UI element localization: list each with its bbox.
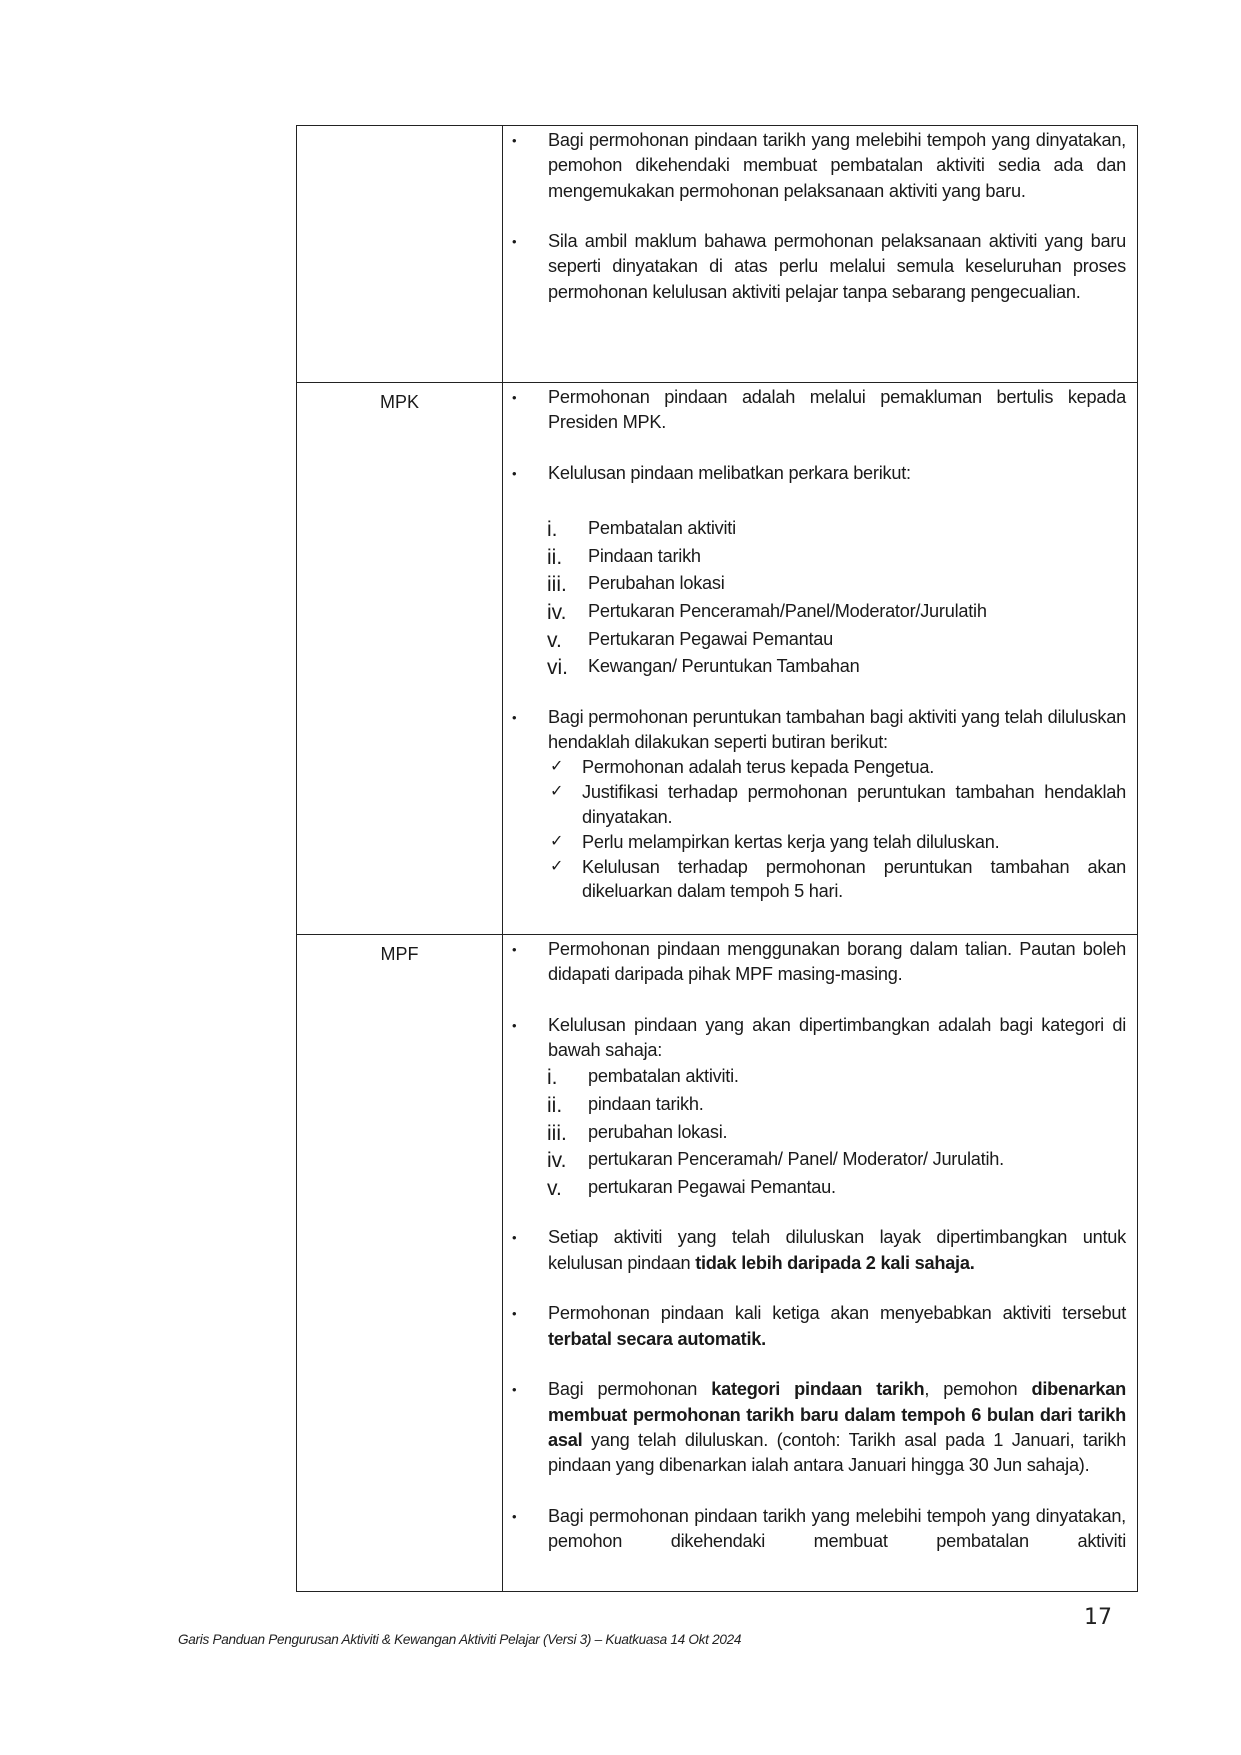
- check-icon: ✓: [550, 758, 564, 776]
- paragraph-text: Bagi permohonan pindaan tarikh yang melebihi tempoh yang dinyatakan, pemohon dikehendaki membuat pembatalan aktiviti sedia ada dan mengemukakan permohonan pelaksanaan aktiviti yang baru.: [548, 130, 1126, 201]
- list-number: ii.: [547, 545, 563, 569]
- roman-list-item: [548, 1119, 1126, 1147]
- list-item: [512, 1504, 1126, 1555]
- category-cell: [297, 935, 503, 1592]
- roman-list-item: [548, 598, 1126, 626]
- checklist-text: Permohonan adalah terus kepada Pengetua.: [582, 757, 935, 778]
- bullet-icon: •: [512, 709, 517, 725]
- paragraph-text: Permohonan pindaan kali ketiga akan menyebabkan aktiviti tersebut: [548, 1303, 1126, 1324]
- list-item: [512, 128, 1126, 204]
- list-text: Pembatalan aktiviti: [588, 518, 736, 539]
- list-text: Perubahan lokasi: [588, 573, 725, 594]
- list-text: Kewangan/ Peruntukan Tambahan: [588, 656, 860, 677]
- roman-list-item: [548, 626, 1126, 654]
- bullet-icon: •: [512, 1230, 517, 1246]
- list-item: [512, 705, 1126, 756]
- roman-list-item: [548, 515, 1126, 543]
- list-number: v.: [547, 1176, 562, 1200]
- list-number: i.: [547, 518, 558, 542]
- roman-list-item: [548, 653, 1126, 681]
- checklist-item: [548, 830, 1126, 855]
- paragraph-text: Bagi permohonan peruntukan tambahan bagi aktiviti yang telah diluluskan hendaklah dilakukan seperti butiran berikut:: [548, 706, 1126, 753]
- check-icon: ✓: [550, 857, 564, 875]
- list-text: Pindaan tarikh: [588, 545, 701, 566]
- list-item: [512, 461, 1126, 486]
- table-row: [297, 383, 1138, 935]
- category-cell: [297, 126, 503, 383]
- checklist-text: Kelulusan terhadap permohonan peruntukan tambahan akan dikeluarkan dalam tempoh 5 hari.: [582, 856, 1126, 902]
- emphasis-text: terbatal secara automatik.: [548, 1328, 766, 1349]
- emphasis-text: kategori pindaan tarikh: [711, 1379, 925, 1400]
- check-icon: ✓: [550, 832, 564, 850]
- bullet-icon: •: [512, 1306, 517, 1322]
- list-item: [512, 1225, 1126, 1276]
- emphasis-text: dibenarkan membuat permohonan tarikh baru dalam tempoh 6 bulan dari tarikh asal: [548, 1379, 1126, 1450]
- roman-list: [548, 515, 1126, 681]
- details-cell: [503, 383, 1138, 935]
- details-cell: [503, 935, 1138, 1592]
- list-item: [512, 1301, 1126, 1352]
- bullet-icon: •: [512, 1508, 517, 1524]
- list-text: pertukaran Pegawai Pemantau.: [588, 1176, 836, 1197]
- checklist-item: [548, 780, 1126, 830]
- bullet-icon: •: [512, 234, 517, 250]
- roman-list-item: [548, 543, 1126, 571]
- paragraph-text: Sila ambil maklum bahawa permohonan pelaksanaan aktiviti yang baru seperti dinyatakan di atas perlu melalui semula keseluruhan proses permohonan kelulusan aktiviti pelajar tanpa sebarang pengecualian.: [548, 231, 1126, 302]
- list-text: pembatalan aktiviti.: [588, 1066, 739, 1087]
- paragraph-text: Kelulusan pindaan yang akan dipertimbangkan adalah bagi kategori di bawah sahaja:: [548, 1014, 1126, 1061]
- bullet-icon: •: [512, 1382, 517, 1398]
- checklist-item: [548, 855, 1126, 905]
- list-item: [512, 937, 1126, 988]
- checklist-text: Perlu melampirkan kertas kerja yang telah diluluskan.: [582, 831, 1000, 852]
- page-number: 17: [1084, 1605, 1112, 1630]
- bullet-icon: •: [512, 942, 517, 957]
- checklist-item: [548, 755, 1126, 780]
- paragraph-text: Setiap aktiviti yang telah diluluskan layak dipertimbangkan untuk kelulusan pindaan: [548, 1227, 1126, 1273]
- category-label: MPK: [379, 392, 419, 412]
- roman-list-item: [548, 1174, 1126, 1202]
- checklist: [548, 755, 1126, 904]
- roman-list-item: [548, 1146, 1126, 1174]
- list-item: [512, 229, 1126, 305]
- roman-list-item: [548, 1063, 1126, 1091]
- list-number: iv.: [547, 1149, 567, 1173]
- roman-list-item: [548, 1091, 1126, 1119]
- list-item: [512, 1377, 1126, 1478]
- emphasis-text: tidak lebih daripada 2 kali sahaja.: [695, 1252, 975, 1273]
- bullet-icon: •: [512, 133, 517, 148]
- list-number: vi.: [547, 656, 568, 680]
- bullet-icon: •: [512, 1017, 517, 1033]
- list-item: [512, 1013, 1126, 1064]
- list-text: Pertukaran Pegawai Pemantau: [588, 628, 833, 649]
- paragraph-text: Bagi permohonan pindaan tarikh yang melebihi tempoh yang dinyatakan, pemohon dikehendaki membuat pembatalan aktiviti: [548, 1505, 1126, 1552]
- list-item: [512, 385, 1126, 436]
- bullet-icon: •: [512, 465, 517, 481]
- page-footer: Garis Panduan Pengurusan Aktiviti & Kewangan Aktiviti Pelajar (Versi 3) – Kuatkuasa 14 Okt 2024: [178, 1632, 742, 1647]
- paragraph-text: Permohonan pindaan menggunakan borang dalam talian. Pautan boleh didapati daripada pihak MPF masing-masing.: [548, 939, 1126, 985]
- list-text: pindaan tarikh.: [588, 1094, 704, 1115]
- paragraph-text: Kelulusan pindaan melibatkan perkara berikut:: [548, 462, 911, 483]
- bullet-icon: •: [512, 390, 517, 405]
- guideline-table: [296, 125, 1138, 1592]
- paragraph-text: , pemohon: [924, 1379, 1032, 1400]
- list-number: ii.: [547, 1094, 563, 1118]
- paragraph-text: yang telah diluluskan. (contoh: Tarikh asal pada 1 Januari, tarikh pindaan yang dibenarkan ialah antara Januari hingga 30 Jun sahaja).: [548, 1429, 1126, 1476]
- list-number: iv.: [547, 600, 567, 624]
- list-number: iii.: [547, 573, 567, 597]
- details-cell: [503, 126, 1138, 383]
- list-text: pertukaran Penceramah/ Panel/ Moderator/ Jurulatih.: [588, 1149, 1004, 1170]
- check-icon: ✓: [550, 783, 564, 801]
- list-number: v.: [547, 628, 562, 652]
- category-label: MPF: [380, 944, 419, 964]
- list-text: perubahan lokasi.: [588, 1121, 728, 1142]
- list-number: i.: [547, 1066, 558, 1090]
- roman-list-item: [548, 570, 1126, 598]
- table-row: [297, 126, 1138, 383]
- roman-list: [548, 1063, 1126, 1201]
- paragraph-text: Permohonan pindaan adalah melalui pemakluman bertulis kepada Presiden MPK.: [548, 387, 1126, 433]
- checklist-text: Justifikasi terhadap permohonan peruntukan tambahan hendaklah dinyatakan.: [582, 782, 1126, 827]
- list-text: Pertukaran Penceramah/Panel/Moderator/Jurulatih: [588, 600, 987, 621]
- table-row: [297, 935, 1138, 1592]
- category-cell: [297, 383, 503, 935]
- paragraph-text: Bagi permohonan: [548, 1379, 712, 1400]
- list-number: iii.: [547, 1121, 567, 1145]
